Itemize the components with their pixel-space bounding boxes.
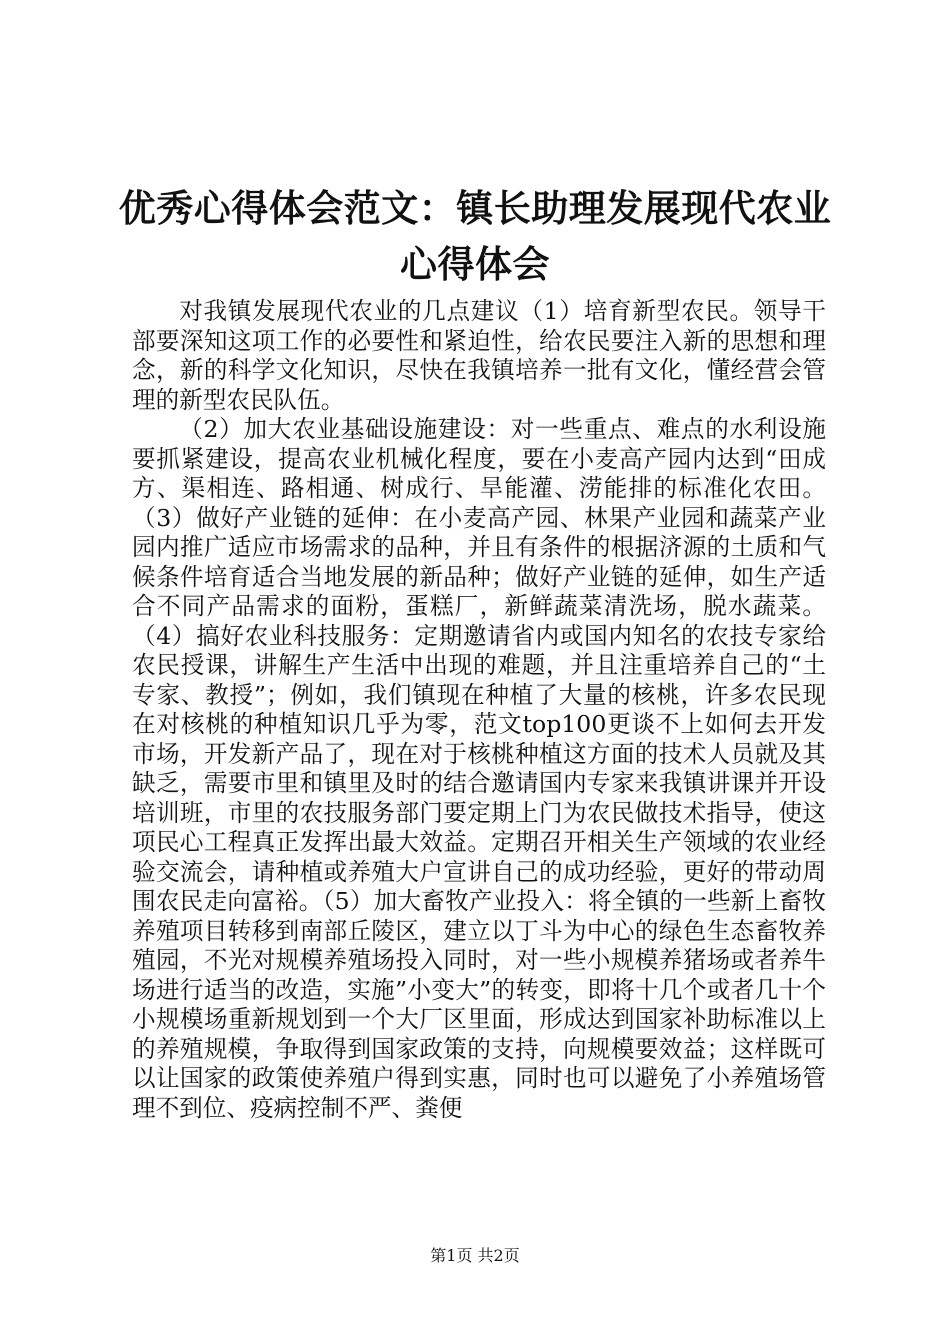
document-body xyxy=(132,297,826,1187)
document-title: 优秀心得体会范文：镇长助理发展现代农业心得体会 xyxy=(118,186,832,286)
paragraph-1: 对我镇发展现代农业的几点建议（1）培育新型农民。领导干部要深知这项工作的必要性和紧迫性，给农民要注入新的思想和理念，新的科学文化知识，尽快在我镇培养一批有文化，懂经营会管理的新型农民队伍。 xyxy=(132,297,826,414)
page-number: 第1页 共2页 xyxy=(430,1246,520,1265)
paragraph-2: （2）加大农业基础设施建设：对一些重点、难点的水利设施要抓紧建设，提高农业机械化程度，要在小麦高产园内达到“田成方、渠相连、路相通、树成行、旱能灌、涝能排的标准化农田。（3）做好产业链的延伸：在小麦高产园、林果产业园和蔬菜产业园内推广适应市场需求的品种，并且有条件的根据济源的土质和气候条件培育适合当地发展的新品种；做好产业链的延伸，如生产适合不同产品需求的面粉，蛋糕厂，新鲜蔬菜清洗场，脱水蔬菜。（4）搞好农业科技服务：定期邀请省内或国内知名的农技专家给农民授课，讲解生产生活中出现的难题，并且注重培养自己的“土专家、教授”；例如，我们镇现在种植了大量的核桃，许多农民现在对核桃的种植知识几乎为零，范文top100更谈不上如何去开发市场，开发新产品了，现在对于核桃种植这方面的技术人员就及其缺乏，需要市里和镇里及时的结合邀请国内专家来我镇讲课并开设培训班，市里的农技服务部门要定期上门为农民做技术指导，使这项民心工程真正发挥出最大效益。定期召开相关生产领域的农业经验交流会，请种植或养殖大户宣讲自己的成功经验，更好的带动周围农民走向富裕。（5）加大畜牧产业投入：将全镇的一些新上畜牧养殖项目转移到南部丘陵区，建立以丁斗为中心的绿色生态畜牧养殖园，不光对规模养殖场投入同时，对一些小规模养猪场或者养牛场进行适当的改造，实施”小变大”的转变，即将十几个或者几十个小规模场重新规划到一个大厂区里面，形成达到国家补助标准以上的养殖规模，争取得到国家政策的支持，向规模要效益；这样既可以让国家的政策使养殖户得到实惠，同时也可以避免了小养殖场管理不到位、疫病控制不严、粪便 xyxy=(132,415,826,1122)
page-footer xyxy=(0,1246,950,1266)
